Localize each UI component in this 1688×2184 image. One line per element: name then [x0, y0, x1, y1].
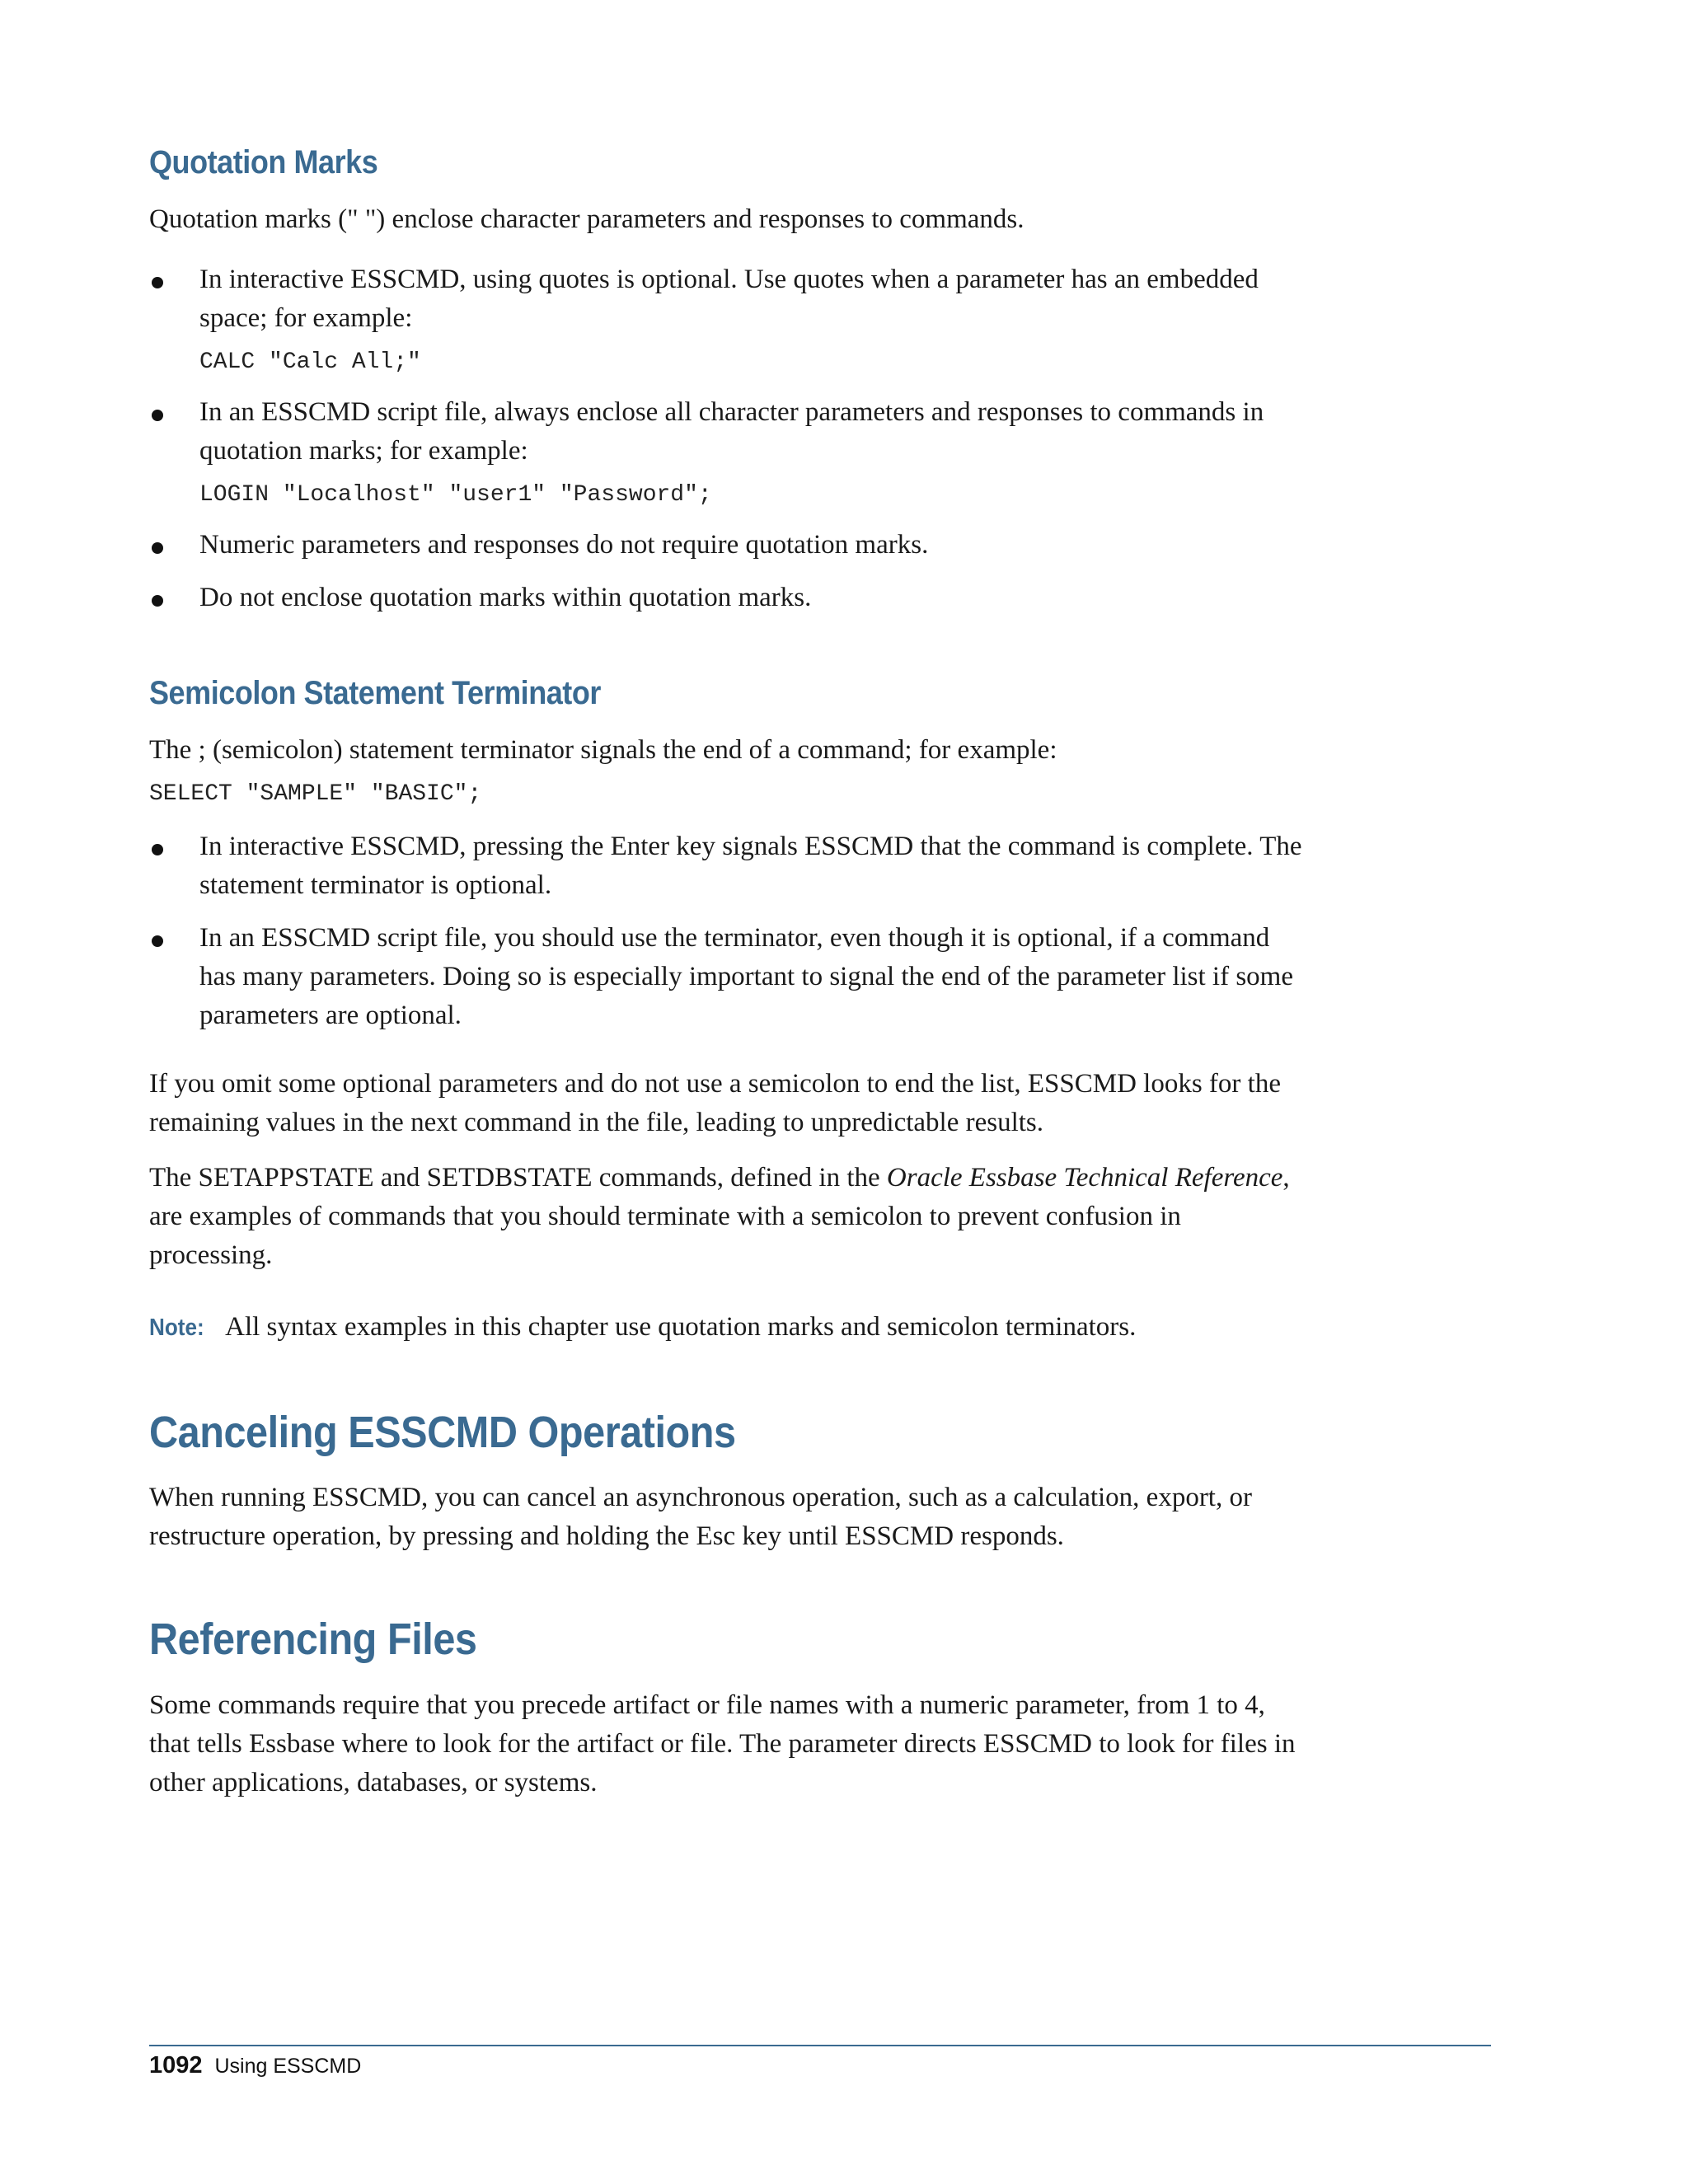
section-heading-referencing-files: Referencing Files: [149, 1615, 477, 1665]
quotation-marks-intro: Quotation marks (" ") enclose character parameters and responses to commands.: [149, 204, 1025, 234]
code-example: LOGIN "Localhost" "user1" "Password";: [199, 482, 712, 508]
list-item: [149, 260, 1303, 379]
bullet-icon: [152, 935, 163, 947]
list-item-text: In interactive ESSCMD, pressing the Enter key signals ESSCMD that the command is complete. The statement terminator is optional.: [199, 832, 1302, 900]
list-item: [149, 526, 1303, 565]
referencing-body: Some commands require that you precede artifact or file names with a numeric parameter, from 1 to 4, that tells Essbase where to look for the artifact or file. The parameter directs ESSCMD to look for files in other applications, databases, or systems.: [149, 1690, 1296, 1797]
list-item: [149, 827, 1303, 905]
para2-text: , are examples of commands that you should terminate with a semicolon to prevent confusion in processing.: [149, 1163, 1290, 1270]
semicolon-list: [149, 827, 1303, 1035]
list-item-text: In interactive ESSCMD, using quotes is optional. Use quotes when a parameter has an embedded space; for example:: [199, 265, 1259, 333]
bullet-icon: [152, 844, 163, 855]
footer-rule: [149, 2045, 1491, 2046]
note-text: All syntax examples in this chapter use quotation marks and semicolon terminators.: [225, 1312, 1137, 1342]
list-item-text: Numeric parameters and responses do not require quotation marks.: [199, 530, 929, 560]
bullet-icon: [152, 410, 163, 421]
note: [149, 1308, 1303, 1347]
list-item: [149, 579, 1303, 617]
semicolon-paragraph-1: If you omit some optional parameters and do not use a semicolon to end the list, ESSCMD looks for the remaining values in the next command in the file, leading to unpredictable results.: [149, 1069, 1281, 1137]
footer-chapter: Using ESSCMD: [214, 2055, 362, 2078]
canceling-body: When running ESSCMD, you can cancel an asynchronous operation, such as a calculation, export, or restructure operation, by pressing and holding the Esc key until ESSCMD responds.: [149, 1483, 1252, 1552]
list-item: [149, 919, 1303, 1035]
section-heading-quotation-marks: Quotation Marks: [149, 144, 378, 180]
quotation-marks-list: [149, 260, 1303, 617]
bullet-icon: [152, 542, 163, 554]
list-item-text: In an ESSCMD script file, always enclose all character parameters and responses to commands in quotation marks; for example:: [199, 397, 1264, 466]
semicolon-paragraph-2: [149, 1159, 1303, 1275]
para2-text: The SETAPPSTATE and SETDBSTATE commands, defined in the: [149, 1163, 887, 1193]
section-heading-semicolon: Semicolon Statement Terminator: [149, 675, 601, 711]
note-label: Note:: [149, 1315, 204, 1341]
list-item: [149, 393, 1303, 512]
bullet-icon: [152, 595, 163, 607]
page-footer: [149, 2052, 361, 2079]
semicolon-intro: The ; (semicolon) statement terminator signals the end of a command; for example:: [149, 735, 1057, 765]
code-example: CALC "Calc All;": [199, 349, 421, 375]
section-heading-canceling: Canceling ESSCMD Operations: [149, 1408, 736, 1457]
list-item-text: In an ESSCMD script file, you should use the terminator, even though it is optional, if a command has many parameters. Doing so is especially important to signal the end of the parameter list if some parameters are optional.: [199, 923, 1293, 1030]
reference-title: Oracle Essbase Technical Reference: [886, 1163, 1283, 1193]
bullet-icon: [152, 277, 163, 288]
list-item-text: Do not enclose quotation marks within quotation marks.: [199, 583, 812, 612]
code-example: SELECT "SAMPLE" "BASIC";: [149, 781, 482, 807]
page-content: [149, 144, 1303, 1819]
page-number: 1092: [149, 2052, 203, 2079]
